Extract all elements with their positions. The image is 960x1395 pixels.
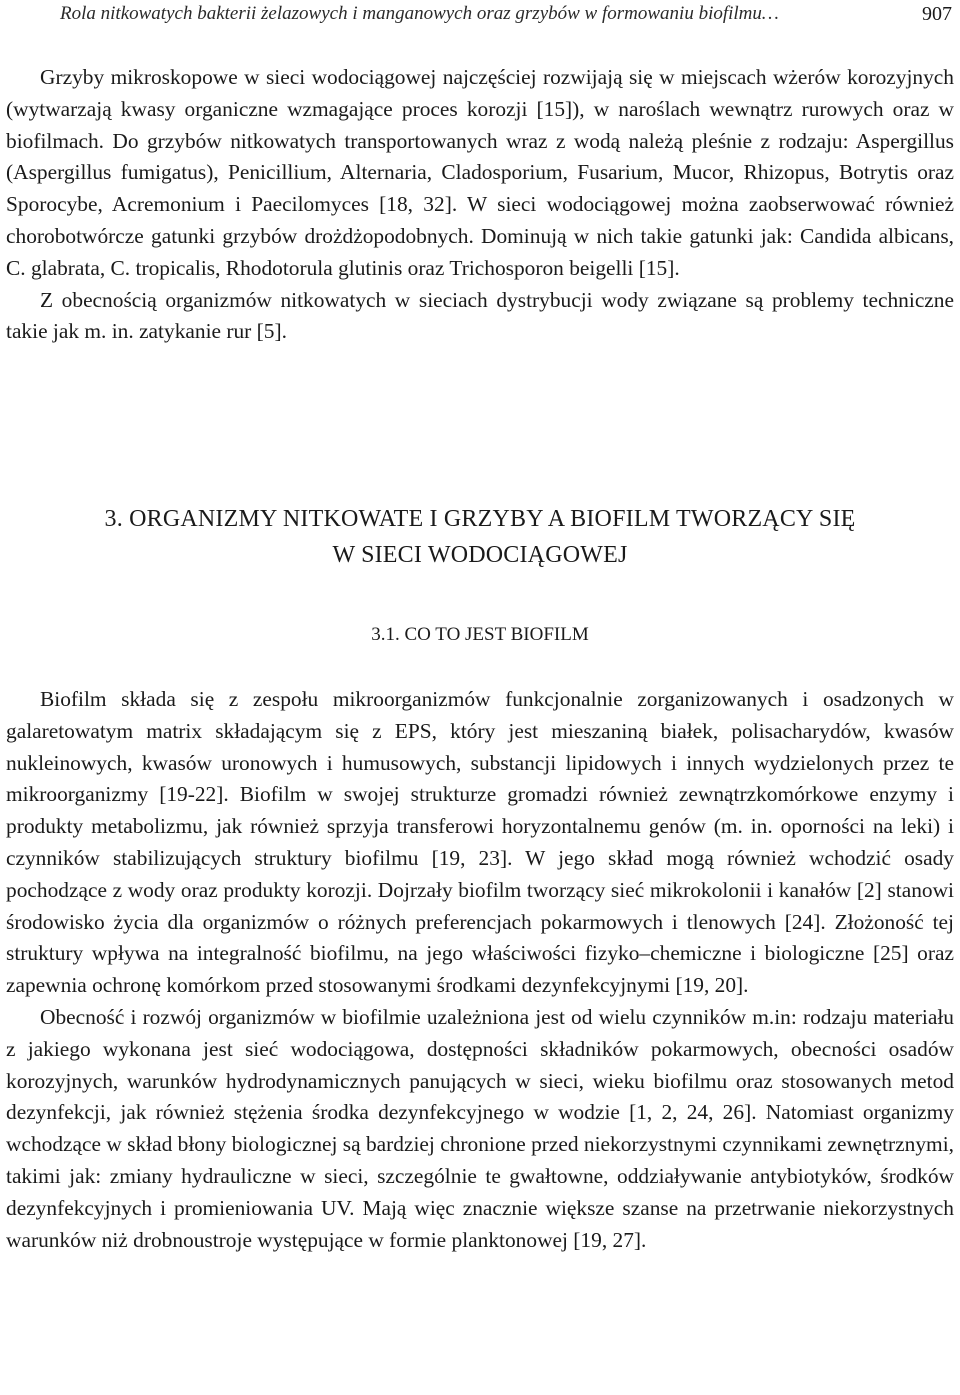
- running-title: Rola nitkowatych bakterii żelazowych i manganowych oraz grzybów w formowaniu biofilmu…: [60, 3, 779, 24]
- body-paragraph: Biofilm składa się z zespołu mikroorganizmów funkcjonalnie zorganizowanych i osadzonych w galaretowatym matrix składającym się z EPS, który jest mieszaniną białek, polisacharydów, kwasów nukleinowych, kwasów uronowych i humusowych, substancji lipidowych i innych wydzielonych przez te mikroorganizmy [19-22]. Biofilm w swojej strukturze gromadzi również zewnątrzkomórkowe enzymy i produkty metabolizmu, jak również sprzyja transferowi horyzontalnemu genów (m. in. oporności na leki) i czynników stabilizujących struktury biofilmu [19, 23]. W jego skład mogą również wchodzić osady pochodzące z wody oraz produkty korozji. Dojrzały biofilm tworzący sieć mikrokolonii i kanałów [2] stanowi środowisko życia dla organizmów o różnych preferencjach pokarmowych i tlenowych [24]. Złożoność tej struktury wpływa na integralność biofilmu, na jego właściwości fizyko–chemiczne i biologiczne [25] oraz zapewnia ochronę komórkom przed stosowanymi środkami dezynfekcyjnymi [19, 20].: [6, 687, 954, 998]
- intro-text: [6, 62, 954, 348]
- section-heading-line-2: W SIECI WODOCIĄGOWEJ: [332, 542, 628, 568]
- subsection-heading: 3.1. CO TO JEST BIOFILM: [371, 624, 589, 645]
- body-paragraph: Obecność i rozwój organizmów w biofilmie uzależniona jest od wielu czynników m.in: rodzaju materiału z jakiego wykonana jest sieć wodociągowa, dostępności składników pokarmowych, obecności osadów korozyjnych, warunków hydrodynamicznych panujących w sieci, wieku biofilmu oraz stosowanych metod dezynfekcji, jak również stężenia środka dezynfekcyjnego w wodzie [1, 2, 24, 26]. Natomiast organizmy wchodzące w skład błony biologicznej są bardziej chronione przed niekorzystnymi czynnikami zewnętrznymi, takimi jak: zmiany hydrauliczne w sieci, szczególnie te gwałtowne, oddziaływanie antybiotyków, środków dezynfekcyjnych i promieniowania UV. Mają więc znacznie większe szanse na przetrwanie niekorzystnych warunków niż drobnoustroje występujące w formie planktonowej [19, 27].: [6, 1004, 954, 1252]
- intro-paragraph: Z obecnością organizmów nitkowatych w sieciach dystrybucji wody związane są problemy techniczne takie jak m. in. zatykanie rur [5].: [6, 287, 954, 344]
- section-heading-line-1: 3. ORGANIZMY NITKOWATE I GRZYBY A BIOFILM TWORZĄCY SIĘ: [104, 506, 856, 532]
- section-body-text: [6, 684, 954, 1256]
- page-number: 907: [922, 3, 952, 25]
- intro-paragraph: Grzyby mikroskopowe w sieci wodociągowej najczęściej rozwijają się w miejscach wżerów korozyjnych (wytwarzają kwasy organiczne wzmagające proces korozji [15]), w naroślach wewnątrz rurowych oraz w biofilmach. Do grzybów nitkowatych transportowanych wraz z wodą należą pleśnie z rodzaju: Aspergillus (Aspergillus fumigatus), Penicillium, Alternaria, Cladosporium, Fusarium, Mucor, Rhizopus, Botrytis oraz Sporocybe, Acremonium i Paecilomyces [18, 32]. W sieci wodociągowej można zaobserwować również chorobotwórcze gatunki grzybów drożdżopodobnych. Dominują w nich takie gatunki jak: Candida albicans, C. glabrata, C. tropicalis, Rhodotorula glutinis oraz Trichosporon beigelli [15].: [6, 65, 954, 280]
